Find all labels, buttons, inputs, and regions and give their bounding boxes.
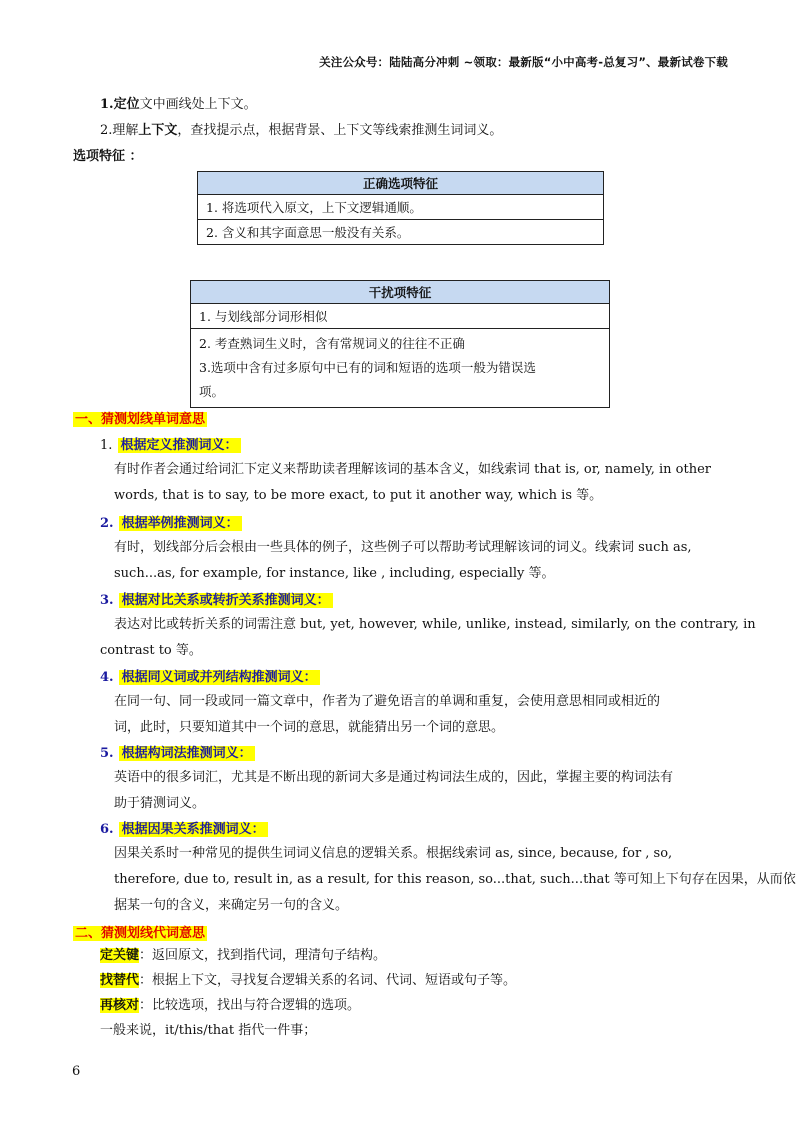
method-4-title: 根据同义词或并列结构推测词义： xyxy=(119,670,320,685)
method-5-num: 5. xyxy=(100,746,114,761)
pronoun-step-3-text: ：比较选项，找出与符合逻辑的选项。 xyxy=(139,998,361,1013)
distractor-table-row xyxy=(191,329,610,408)
correct-table-row: 1. 将选项代入原文，上下文逻辑通顺。 xyxy=(198,195,604,220)
method-4-line: 词，此时，只要知道其中一个词的意思，就能猜出另一个词的意思。 xyxy=(114,720,505,735)
method-3-line: 表达对比或转折关系的词需注意 but, yet, however, while, unlike, instead, similarly, on the contrary, in xyxy=(114,617,756,632)
method-2-heading xyxy=(100,512,242,531)
method-5-line: 英语中的很多词汇，尤其是不断出现的新词大多是通过构词法生成的，因此，掌握主要的构词法有 xyxy=(114,770,674,785)
method-1-line: words, that is to say, to be more exact, to put it another way, which is 等。 xyxy=(114,488,603,503)
method-5-heading xyxy=(100,742,255,761)
method-5-line: 助于猜测词义。 xyxy=(114,796,206,811)
page-header: 关注公众号：陆陆高分冲刺 ~领取：最新版“小中高考-总复习”、最新试卷下载 xyxy=(319,55,728,69)
method-2-num: 2. xyxy=(100,516,114,531)
distractor-table xyxy=(190,280,610,408)
method-1-heading xyxy=(100,434,241,453)
options-label: 选项特征 ： xyxy=(73,149,143,164)
method-6-title: 根据因果关系推测词义： xyxy=(119,822,268,837)
method-6-heading xyxy=(100,818,268,837)
method-6-line: 据某一句的含义，来确定另一句的含义。 xyxy=(114,898,349,913)
method-3-line: contrast to 等。 xyxy=(100,643,202,658)
intro-line-1-rest: 文中画线处上下文。 xyxy=(139,97,257,112)
pronoun-step-2-label: 找替代 xyxy=(100,973,140,988)
intro-line-1-bold: 定位 xyxy=(113,97,140,112)
correct-option-table xyxy=(197,171,604,245)
distractor-table-row: 1. 与划线部分词形相似 xyxy=(191,304,610,329)
pronoun-step-1 xyxy=(100,943,386,969)
method-4-num: 4. xyxy=(100,670,114,685)
intro-line-1-num: 1. xyxy=(100,97,114,112)
method-4-heading xyxy=(100,666,320,685)
distractor-row-line: 3.选项中含有过多原句中已有的词和短语的选项一般为错误选 xyxy=(199,360,536,375)
distractor-row-line: 项。 xyxy=(199,384,225,399)
distractor-row-line: 2. 考查熟词生义时，含有常规词义的往往不正确 xyxy=(199,336,465,351)
pronoun-step-3 xyxy=(100,993,360,1019)
pronoun-step-1-label: 定关键 xyxy=(100,948,140,963)
pronoun-note: 一般来说，it/this/that 指代一件事； xyxy=(100,1023,317,1038)
pronoun-step-1-text: ：返回原文，找到指代词，理清句子结构。 xyxy=(139,948,387,963)
correct-table-header: 正确选项特征 xyxy=(198,172,604,195)
method-4-line: 在同一句、同一段或同一篇文章中，作者为了避免语言的单调和重复，会使用意思相同或相近的 xyxy=(114,694,661,709)
section-2-title: 二、猜测划线代词意思 xyxy=(75,926,206,941)
method-1-line: 有时作者会通过给词汇下定义来帮助读者理解该词的基本含义，如线索词 that is, or, namely, in other xyxy=(114,462,711,477)
pronoun-step-2-text: ：根据上下文，寻找复合逻辑关系的名词、代词、短语或句子等。 xyxy=(139,973,517,988)
method-1-title: 根据定义推测词义： xyxy=(118,438,241,453)
method-5-title: 根据构词法推测词义： xyxy=(119,746,255,761)
method-2-line: 有时，划线部分后会根由一些具体的例子，这些例子可以帮助考试理解该词的词义。线索词 such as, xyxy=(114,540,692,555)
method-6-line: therefore, due to, result in, as a result, for this reason, so...that, such...that 等可知上下句存在因果，从而依 xyxy=(114,872,796,887)
section-1-title: 一、猜测划线单词意思 xyxy=(75,412,206,427)
page-number: 6 xyxy=(72,1064,81,1079)
intro-line-1 xyxy=(100,96,257,114)
intro-line-2-bold: 上下文 xyxy=(138,123,178,138)
method-3-heading xyxy=(100,589,333,608)
method-3-num: 3. xyxy=(100,593,114,608)
method-2-line: such...as, for example, for instance, like , including, especially 等。 xyxy=(114,566,555,581)
intro-line-2 xyxy=(100,122,502,140)
distractor-table-header: 干扰项特征 xyxy=(191,281,610,304)
intro-line-2-rest: ，查找提示点，根据背景、上下文等线索推测生词词义。 xyxy=(177,123,503,138)
pronoun-step-2 xyxy=(100,968,516,994)
intro-line-2-pre: 2.理解 xyxy=(100,123,139,138)
method-6-num: 6. xyxy=(100,822,114,837)
method-3-title: 根据对比关系或转折关系推测词义： xyxy=(119,593,333,608)
correct-table-row: 2. 含义和其字面意思一般没有关系。 xyxy=(198,220,604,245)
method-2-title: 根据举例推测词义： xyxy=(119,516,242,531)
method-6-line: 因果关系时一种常见的提供生词词义信息的逻辑关系。根据线索词 as, since, because, for , so, xyxy=(114,846,673,861)
pronoun-step-3-label: 再核对 xyxy=(100,998,140,1013)
method-1-num: 1. xyxy=(100,438,113,453)
